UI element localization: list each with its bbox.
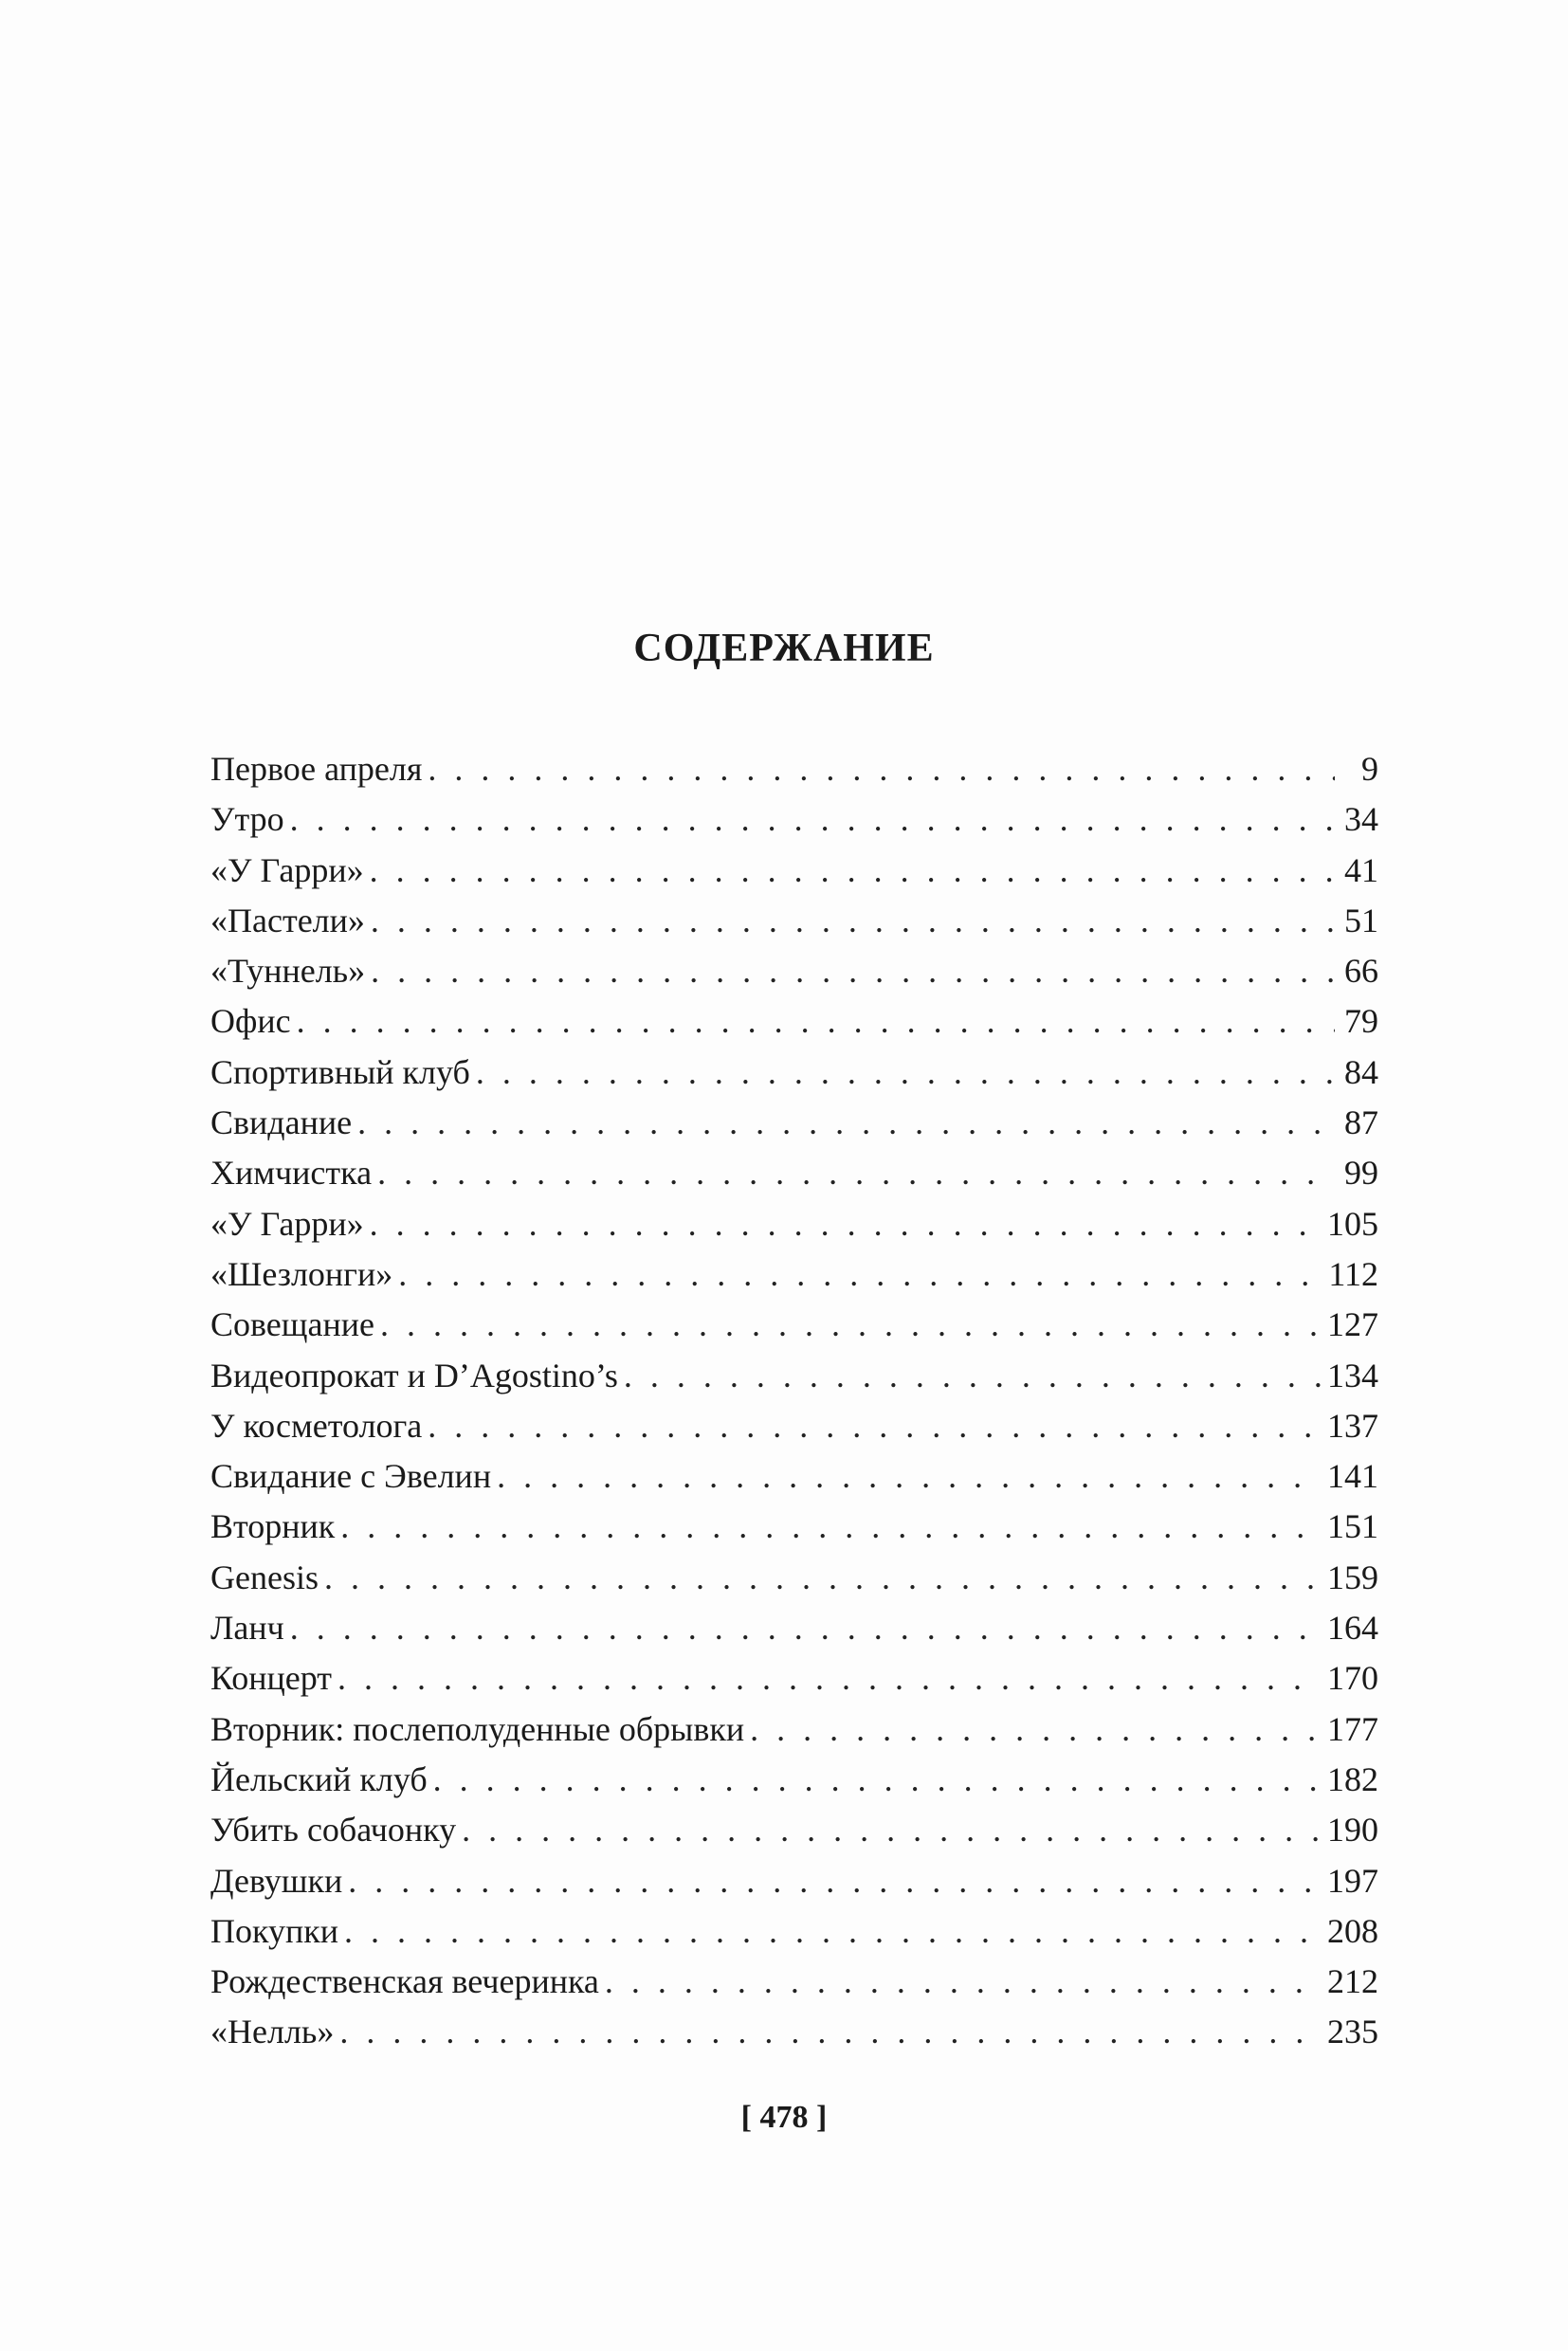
- dot-leader: [462, 1805, 1322, 1855]
- toc-entry-page: 212: [1327, 1962, 1378, 2001]
- toc-entry: [210, 946, 1378, 996]
- toc-entry-title: «Пастели»: [210, 901, 365, 939]
- toc-entry-page: 177: [1327, 1709, 1378, 1748]
- dot-leader: [428, 744, 1335, 794]
- toc-entry-page: 159: [1327, 1558, 1378, 1596]
- toc-entry-page: 197: [1327, 1861, 1378, 1900]
- toc-entry: [210, 2007, 1378, 2057]
- dot-leader: [370, 1199, 1322, 1249]
- toc-entry: [210, 1856, 1378, 1906]
- dot-leader: [380, 1300, 1322, 1350]
- dot-leader: [377, 1148, 1335, 1198]
- toc-entry-title: «У Гарри»: [210, 1204, 364, 1243]
- toc-entry-title: Офис: [210, 1002, 291, 1041]
- toc-entry: [210, 1249, 1378, 1300]
- toc-entry-page: 141: [1327, 1457, 1378, 1496]
- dot-leader: [428, 1401, 1322, 1451]
- toc-entry-title: Девушки: [210, 1861, 343, 1900]
- dot-leader: [750, 1704, 1322, 1755]
- toc-entry: [210, 996, 1378, 1047]
- dot-leader: [348, 1856, 1322, 1906]
- toc-entry-page: 112: [1328, 1254, 1378, 1293]
- toc-entry-page: 34: [1344, 800, 1378, 839]
- toc-entry: [210, 1351, 1378, 1401]
- toc-entry: [210, 1805, 1378, 1855]
- toc-entry-title: Ланч: [210, 1609, 284, 1648]
- dot-leader: [290, 1603, 1322, 1653]
- dot-leader: [340, 1502, 1322, 1552]
- toc-entry: [210, 1653, 1378, 1704]
- toc-entry-title: «Шезлонги»: [210, 1254, 393, 1293]
- dot-leader: [357, 1098, 1335, 1148]
- dot-leader: [433, 1755, 1322, 1805]
- toc-entry-page: 151: [1327, 1507, 1378, 1546]
- toc-entry-page: 170: [1327, 1659, 1378, 1698]
- toc-entry-title: Genesis: [210, 1558, 319, 1596]
- toc-entry-page: 190: [1327, 1811, 1378, 1850]
- toc-entry: [210, 1553, 1378, 1603]
- page-title: СОДЕРЖАНИЕ: [633, 627, 935, 670]
- dot-leader: [398, 1249, 1322, 1300]
- toc-entry-title: Вторник: [210, 1507, 336, 1546]
- toc-entry-title: Утро: [210, 800, 284, 839]
- toc-entry-title: У косметолога: [210, 1406, 423, 1445]
- dot-leader: [371, 946, 1335, 996]
- toc-entry-page: 66: [1344, 952, 1378, 991]
- dot-leader: [324, 1553, 1322, 1603]
- toc-entry-title: Первое апреля: [210, 750, 423, 788]
- toc-entry-page: 235: [1327, 2013, 1378, 2051]
- toc-entry: [210, 1603, 1378, 1653]
- toc-entry-page: 41: [1344, 850, 1378, 889]
- dot-leader: [497, 1451, 1322, 1502]
- toc-entry: [210, 1401, 1378, 1451]
- toc-entry-page: 87: [1344, 1103, 1378, 1142]
- toc-entry-title: Совещание: [210, 1305, 374, 1344]
- toc-entry: [210, 1148, 1378, 1198]
- toc-entry-page: 182: [1327, 1759, 1378, 1798]
- toc-entry: [210, 744, 1378, 794]
- toc-entry-page: 99: [1344, 1154, 1378, 1193]
- toc-entry: [210, 794, 1378, 845]
- toc-entry-page: 105: [1327, 1204, 1378, 1243]
- page-number: [ 478 ]: [740, 2100, 828, 2135]
- toc-entry-title: Видеопрокат и D’Agostino’s: [210, 1356, 618, 1394]
- toc-entry-title: Покупки: [210, 1911, 338, 1950]
- toc-entry-title: «Туннель»: [210, 952, 366, 991]
- dot-leader: [370, 846, 1335, 896]
- toc-entry: [210, 1704, 1378, 1755]
- toc-entry-page: 51: [1344, 901, 1378, 939]
- table-of-contents: [210, 744, 1378, 2058]
- toc-entry-title: «Нелль»: [210, 2013, 335, 2051]
- dot-leader: [371, 896, 1335, 946]
- toc-entry-page: 164: [1327, 1609, 1378, 1648]
- toc-entry-title: «У Гарри»: [210, 850, 364, 889]
- toc-entry-page: 9: [1361, 750, 1378, 788]
- toc-entry-title: Вторник: послеполуденные обрывки: [210, 1709, 745, 1748]
- toc-entry-page: 137: [1327, 1406, 1378, 1445]
- toc-entry-title: Свидание с Эвелин: [210, 1457, 492, 1496]
- toc-entry-title: Концерт: [210, 1659, 332, 1698]
- toc-entry-title: Рождественская вечеринка: [210, 1962, 599, 2001]
- toc-entry-page: 127: [1327, 1305, 1378, 1344]
- dot-leader: [339, 2007, 1322, 2057]
- toc-entry-title: Химчистка: [210, 1154, 373, 1193]
- toc-entry: [210, 1199, 1378, 1249]
- toc-entry-page: 84: [1344, 1052, 1378, 1091]
- toc-entry-title: Свидание: [210, 1103, 353, 1142]
- toc-entry: [210, 846, 1378, 896]
- toc-entry-page: 79: [1344, 1002, 1378, 1041]
- toc-entry: [210, 1957, 1378, 2007]
- dot-leader: [344, 1906, 1322, 1957]
- toc-entry-title: Спортивный клуб: [210, 1052, 470, 1091]
- toc-entry: [210, 1300, 1378, 1350]
- toc-entry: [210, 1048, 1378, 1098]
- toc-entry-title: Убить собачонку: [210, 1811, 457, 1850]
- toc-entry: [210, 1451, 1378, 1502]
- toc-entry: [210, 1755, 1378, 1805]
- toc-entry-title: Йельский клуб: [210, 1759, 428, 1798]
- dot-leader: [605, 1957, 1322, 2007]
- toc-entry-page: 208: [1327, 1911, 1378, 1950]
- toc-entry: [210, 896, 1378, 946]
- dot-leader: [290, 794, 1335, 845]
- toc-entry: [210, 1906, 1378, 1957]
- dot-leader: [337, 1653, 1322, 1704]
- toc-entry-page: 134: [1327, 1356, 1378, 1394]
- dot-leader: [476, 1048, 1335, 1098]
- dot-leader: [297, 996, 1335, 1047]
- dot-leader: [624, 1351, 1322, 1401]
- toc-entry: [210, 1502, 1378, 1552]
- toc-entry: [210, 1098, 1378, 1148]
